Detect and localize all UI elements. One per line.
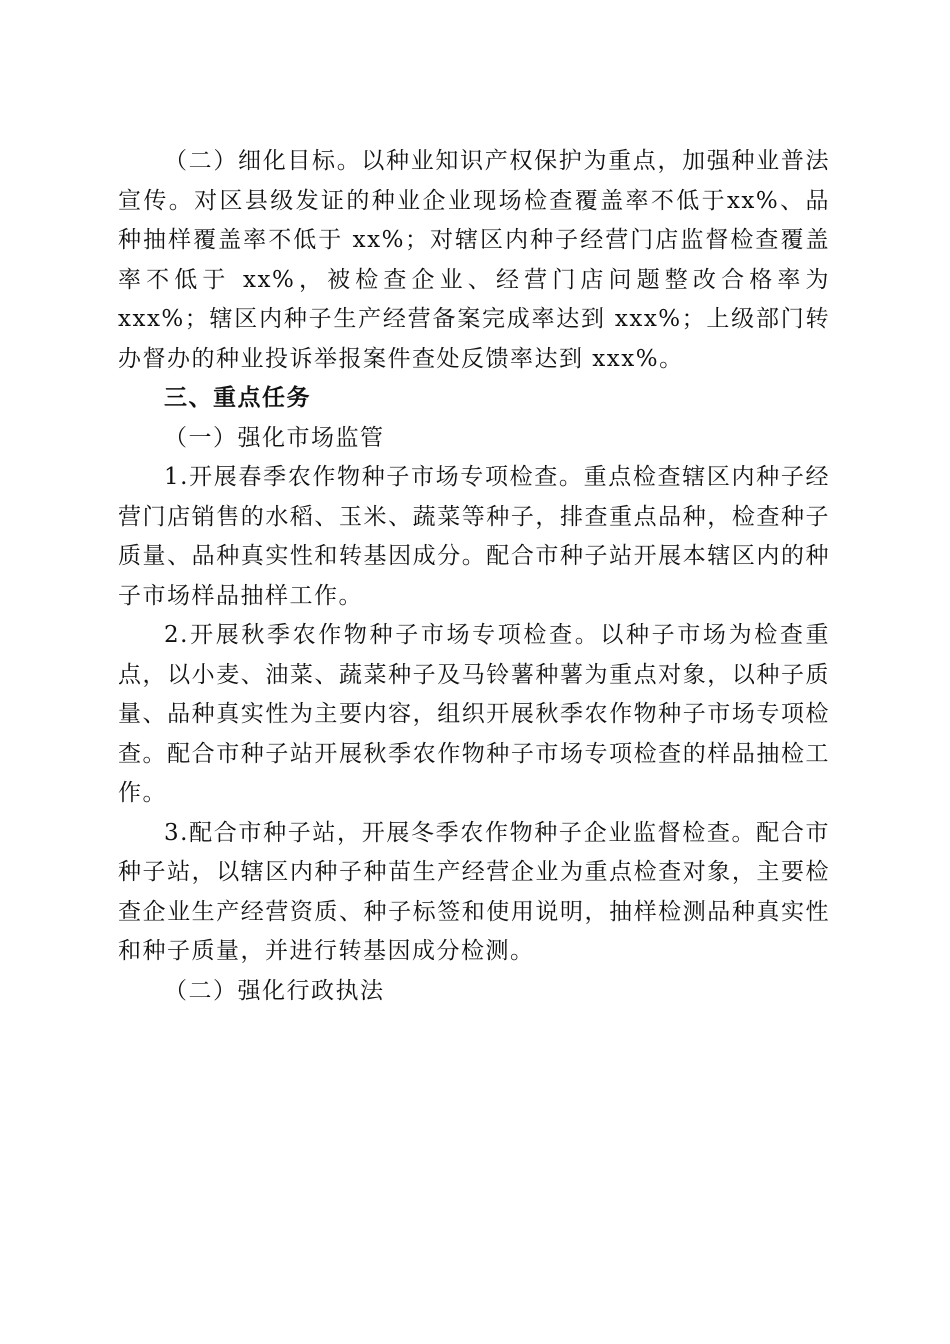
section-heading-key-tasks: 三、重点任务	[164, 385, 311, 411]
subsection-heading-market-supervision: （一）强化市场监管	[164, 424, 385, 451]
paragraph-winter-inspection: 3.配合市种子站，开展冬季农作物种子企业监督检查。配合市种子站，以辖区内种子种苗生产经营企业为重点检查对象，主要检查企业生产经营资质、种子标签和使用说明，抽样检测品种真实性和种子质量，并进行转基因成分检测。	[118, 819, 830, 964]
subsection-heading-administrative-enforcement: （二）强化行政执法	[164, 977, 385, 1004]
paragraph-spring-inspection: 1.开展春季农作物种子市场专项检查。重点检查辖区内种子经营门店销售的水稻、玉米、蔬菜等种子，排查重点品种，检查种子质量、品种真实性和转基因成分。配合市种子站开展本辖区内的种子市场样品抽样工作。	[118, 464, 830, 609]
paragraph-autumn-inspection: 2.开展秋季农作物种子市场专项检查。以种子市场为检查重点，以小麦、油菜、蔬菜种子及马铃薯种薯为重点对象，以种子质量、品种真实性为主要内容，组织开展秋季农作物种子市场专项检查。配合市种子站开展秋季农作物种子市场专项检查的样品抽检工作。	[118, 622, 830, 806]
document-body	[118, 142, 830, 1011]
paragraph-refined-goals: （二）细化目标。以种业知识产权保护为重点，加强种业普法宣传。对区县级发证的种业企业现场检查覆盖率不低于xx%、品种抽样覆盖率不低于 xx%；对辖区内种子经营门店监督检查覆盖率不低于 xx%，被检查企业、经营门店问题整改合格率为 xxx%；辖区内种子生产经营备案完成率达到 xxx%；上级部门转办督办的种业投诉举报案件查处反馈率达到 xxx%。	[118, 148, 830, 372]
